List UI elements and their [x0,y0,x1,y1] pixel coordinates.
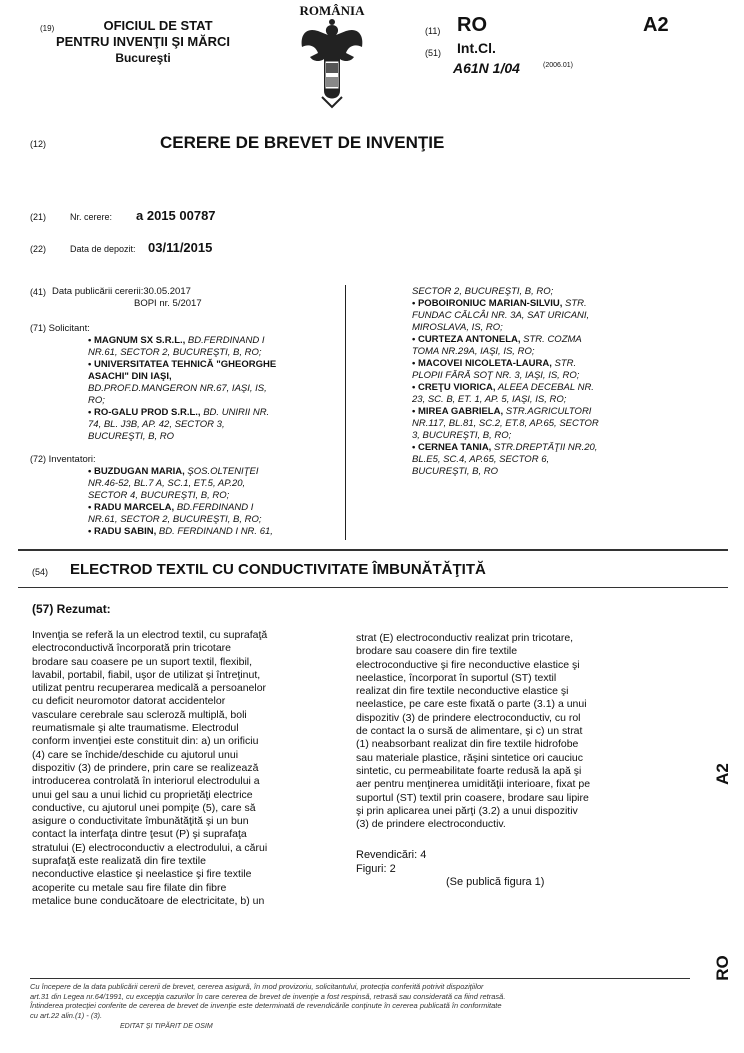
abstract-line: conform invenţiei este constituit din: a) un orificiu [32,735,259,748]
person-address-line: SECTOR 4, BUCUREŞTI, B, RO; [88,490,230,501]
abstract-line: stratului (E) electroconductiv a electrodului, a cărui [32,841,268,854]
person-address-line: 3, BUCUREŞTI, B, RO; [412,430,512,441]
abstract-line: (1) neabsorbant realizat din fire textile hidrofobe [356,738,579,751]
abstract-line: introducerea controlată în interiorul electrodului a [32,775,260,788]
inventor-list-right [412,298,712,478]
person-address-line: NR.61, SECTOR 2, BUCUREŞTI, B, RO; [88,347,262,358]
code-41: (41) [30,287,47,297]
person-name: • UNIVERSITATEA TEHNICĂ "GHEORGHE [88,359,277,370]
person-address: STR.AGRICULTORI [503,406,592,417]
code-51: (51) [425,48,442,58]
footer-notice [30,982,690,1032]
code-54: (54) [32,567,49,577]
abstract-line: cu art.22 alin.(1) - (3). [30,1010,103,1020]
abstract-line: acoperite cu metale sau fire filate din fibre [32,881,227,894]
side-country-code: RO [713,955,732,981]
application-number-label: Nr. cerere: [70,212,113,222]
person-address-line: NR.61, SECTOR 2, BUCUREŞTI, B, RO; [88,514,262,525]
abstract-line: asigure o conductivitate îmbunătăţită şi un bun [32,815,249,828]
filing-date-label: Data de depozit: [70,244,136,254]
filing-date: 03/11/2015 [148,240,213,255]
figures-count: Figuri: 2 [356,863,396,875]
person-name: • CREŢU VIORICA, [412,382,496,393]
person-name: • CERNEA TANIA, [412,442,492,453]
coat-of-arms-icon [296,17,368,109]
person-entry [88,526,340,538]
abstract-line: Cu începere de la data publicării cererii de brevet, cererea asigură, în mod provizoriu, solicitantului, protecţia conferită potrivit dispoziţiilor [30,982,484,991]
office-city: Bucureşti [115,51,171,65]
applicant-block [30,322,340,443]
application-number: a 2015 00787 [136,208,216,223]
person-entry [412,358,712,370]
footer-lines [30,982,690,1020]
person-entry [412,442,712,454]
abstract-heading: (57) Rezumat: [32,602,111,616]
abstract-right-column [356,632,674,831]
abstract-line: lavabil, portabil, fiabil, uşor de utilizat şi întreţinut, [32,668,261,681]
person-entry [88,466,340,478]
person-address-line: PLOPII FĂRĂ SOŢ NR. 3, IAŞI, IS, RO; [412,370,580,381]
person-name: • BUZDUGAN MARIA, [88,466,185,477]
abstract-line: cu deficit neuromotor datorat accidentelor [32,695,226,708]
publication-block [30,286,340,312]
person-address: STR. COZMA [520,334,582,345]
person-entry [88,335,340,347]
person-address: BD.FERDINAND I [185,335,265,346]
abstract-left-column [32,629,332,908]
country-code: RO [457,14,487,36]
invention-title: ELECTROD TEXTIL CU CONDUCTIVITATE ÎMBUNĂTĂŢITĂ [70,561,486,578]
person-address-line: FUNDAC CĂLCÂI NR. 3A, SAT URICANI, [412,310,590,321]
person-address-line: BUCUREŞTI, B, RO [412,466,499,477]
side-kind-code: A2 [713,763,732,785]
person-address-line: 23, SC. B, ET. 1, AP. 5, IAŞI, IS, RO; [412,394,567,405]
abstract-line: vasculare cerebrale sau sclerozã multiplă, boli [32,708,247,721]
person-name: • MACOVEI NICOLETA-LAURA, [412,358,552,369]
abstract-line: (4) care se închide/deschide cu ajutorul unui [32,748,239,761]
person-name: • RADU MARCELA, [88,502,175,513]
person-name: • CURTEZA ANTONELA, [412,334,521,345]
abstract-line: Invenţia se referă la un electrod textil, cu suprafaţă [32,629,268,641]
abstract-meta [356,848,426,876]
publication-bopi: BOPI nr. 5/2017 [134,298,202,309]
abstract-line: aer pentru menţinerea umidităţii interioare, fixat pe [356,778,591,791]
inventors-label: Inventatori: [48,454,96,465]
column-divider [345,285,346,540]
person-address-line: NR.117, BL.81, SC.2, ET.8, AP.65, SECTOR [412,418,599,429]
abstract-line: metalice bune conducătoare de electricitate, b) un [32,894,265,907]
person-entry [88,502,340,514]
person-name: • RADU SABIN, [88,526,157,537]
document-title: CERERE DE BREVET DE INVENŢIE [160,133,445,152]
person-name: • MIREA GABRIELA, [412,406,504,417]
person-entry [412,406,712,418]
right-top-line: SECTOR 2, BUCUREŞTI, B, RO; [412,286,554,297]
office-block [18,18,268,66]
application-number-row [30,208,216,223]
person-address: STR.DREPTĂŢII NR.20, [491,442,598,453]
applicant-label: Solicitant: [48,323,90,334]
abstract-line: reumatismale şi alte traumatisme. Electrodul [32,722,239,735]
claims-count: Revendicări: 4 [356,849,427,861]
office-line-2: PENTRU INVENŢII ŞI MĂRCI [55,34,231,49]
applicant-list [30,335,340,443]
separator-2 [18,587,728,588]
code-11: (11) [425,26,441,36]
abstract-line: brodare sau coasere din fire textile [356,645,518,658]
office-line-1: OFICIUL DE STAT [103,18,213,33]
bibliographic-right [412,286,712,478]
person-address: BD.FERDINAND I [174,502,254,513]
abstract-line: Întinderea protecţiei conferite de cererea de brevet de invenţie este determinată de revendicările conţinute în cererea publicată în conformitate [30,1001,502,1010]
abstract-line: art.31 din Legea nr.64/1991, cu excepţia cazurilor în care cererea de brevet de invenţie a fost respinsă, retrasă sau considerată ca fiind retrasă. [30,991,506,1001]
person-entry [88,359,340,371]
abstract-line: neelastice, pe care este fixată o parte (3.1) a unui [356,698,587,711]
person-address: STR. [551,358,577,369]
person-address-line: TOMA NR.29A, IAŞI, IS, RO; [412,346,535,357]
person-entry [88,371,340,383]
abstract-line: sintetic, cu permeabilitate foarte redusă la apă şi [356,764,582,777]
person-name: • RO-GALU PROD S.R.L., [88,407,201,418]
abstract-line: realizat din fire textile neconductive elastice şi [356,685,569,698]
inventor-block-left [30,453,340,538]
person-address-line: NR.46-52, BL.7 A, SC.1, ET.5, AP.20, [88,478,246,489]
intcl-label: Int.Cl. [457,40,496,56]
inventor-list-left [30,466,340,538]
person-address-line: BUCUREŞTI, B, RO [88,431,175,442]
code-72: (72) [30,454,47,464]
person-entry [88,407,340,419]
abstract-line: electroconductive şi fire neconductive elastice şi [356,658,580,671]
person-address-line: RO; [88,395,105,406]
footer-separator [30,978,690,979]
person-address-line: MIROSLAVA, IS, RO; [412,322,503,333]
abstract-line: contact la interfaţa dintre ţesut (P) şi suprafaţa [32,828,247,841]
person-address: BD. FERDINAND I NR. 61, [156,526,273,537]
abstract-line: (3) de prindere electroconductiv. [356,818,506,831]
abstract-line: suportul (ST) textil prin coasere, brodare sau lipire [356,791,589,804]
abstract-line: dispozitiv (3) de prindere, prin care se realizează [32,761,259,774]
abstract-line: dispozitiv (3) de prindere electroconductiv, cu rol [356,711,581,724]
person-name: ASACHI" DIN IAŞI, [88,371,172,382]
person-address-line: BD.PROF.D.MANGERON NR.67, IAŞI, IS, [88,383,267,394]
person-name: • POBOIRONIUC MARIAN-SILVIU, [412,298,563,309]
person-address: ALEEA DECEBAL NR. [495,382,594,393]
abstract-line: neelastice, încorporat în suportul (ST) textil [356,671,557,684]
abstract-line: de contact la o sursă de alimentare, şi c) un strat [356,725,583,738]
publication-date: Data publicării cererii:30.05.2017 [52,286,191,297]
abstract-line: unui gel sau a unui lichid cu proprietăţi electrice [32,788,253,801]
abstract-line: electroconductivă încorporată prin tricotare [32,642,232,655]
person-entry [412,334,712,346]
person-address-line: BL.E5, SC.4, AP.65, SECTOR 6, [412,454,550,465]
publish-note: (Se publică figura 1) [446,876,545,888]
office-code: (19) [40,24,55,33]
abstract-line: utilizat pentru recuperarea medicală a persoanelor [32,682,267,695]
intcl-value: A61N 1/04 [453,60,520,76]
person-address: ŞOS.OLTENIŢEI [184,466,259,477]
abstract-line: brodare sau coasere pe un suport textil, flexibil, [32,655,253,668]
separator-1 [18,549,728,551]
person-entry [412,382,712,394]
country-title: ROMÂNIA [299,3,365,18]
printer-line: EDITAT ȘI TIPĂRIT DE OSIM [120,1023,213,1030]
code-22: (22) [30,244,47,254]
abstract-line: suprafaţă este realizată din fire textile [32,855,206,868]
bibliographic-left [30,286,340,538]
person-address-line: 74, BL. J3B, AP. 42, SECTOR 3, [88,419,225,430]
code-71: (71) [30,323,47,333]
intcl-year: (2006.01) [543,62,573,69]
abstract-line: şi prin aplicarea unei părţi (3.2) a unui dispozitiv [356,804,578,817]
person-address: STR. [562,298,587,309]
code-12: (12) [30,139,47,149]
abstract-line: sau materiale plastice, răşini sintetice ori cauciuc [356,751,584,764]
code-21: (21) [30,212,47,222]
abstract-line: neconductive elastice şi neelastice şi fire textile [32,868,252,881]
abstract-line: strat (E) electroconductiv realizat prin tricotare, [356,632,574,644]
person-entry [412,298,712,310]
person-address: BD. UNIRII NR. [200,407,270,418]
kind-code: A2 [643,14,669,36]
filing-date-row [30,240,212,255]
person-name: • MAGNUM SX S.R.L., [88,335,186,346]
abstract-line: conductive, cu ajutorul unei pompiţe (5), care să [32,801,256,814]
